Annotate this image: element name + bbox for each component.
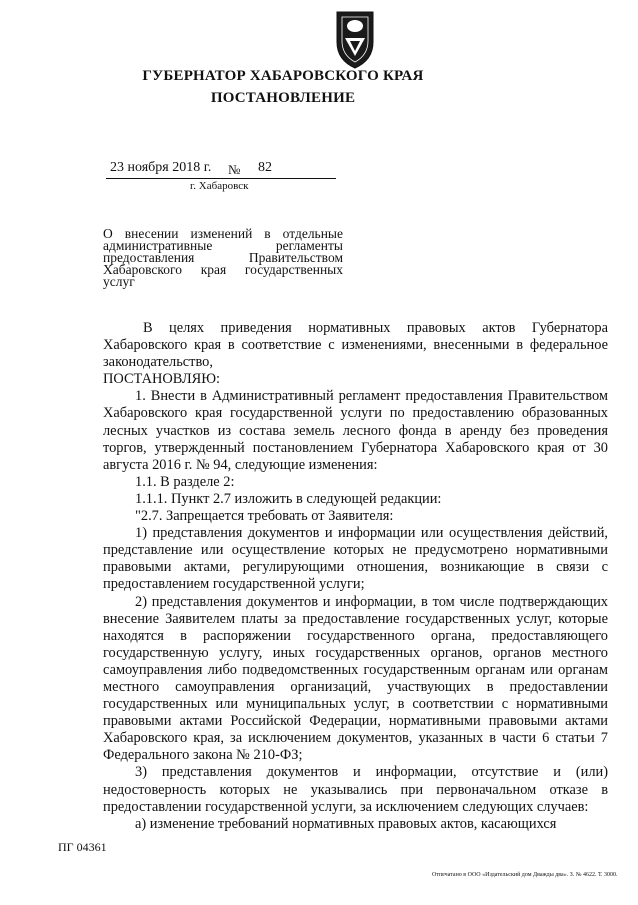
- print-imprint: Отпечатано в ООО «Издательский дом Дважды два». З. № 4622. Т. 3000.: [432, 872, 618, 878]
- resolve-heading: ПОСТАНОВЛЯЮ:: [103, 371, 221, 388]
- document-city: г. Хабаровск: [190, 180, 249, 192]
- preamble-paragraph: В целях приведения нормативных правовых актов Губернатора Хабаровского края в соответствие с изменениями, внесенными в федеральное законодательство,: [103, 320, 608, 371]
- body-paragraph: а) изменение требований нормативных правовых актов, касающихся: [135, 815, 557, 832]
- body-paragraph: 1. Внести в Административный регламент предоставления Правительством Хабаровского края государственной услуги по предоставлению образованных лесных участков из состава земель лесного фонда в аренду без проведения торгов, утвержденный постановлением Губернатора Хабаровского края от 30 августа 2016 г. № 94, следующие изменения:: [103, 388, 608, 473]
- form-code: ПГ 04361: [58, 840, 107, 854]
- issuer-heading: ГУБЕРНАТОР ХАБАРОВСКОГО КРАЯ: [142, 68, 424, 84]
- body-paragraph: 2) представления документов и информации, в том числе подтверждающих внесение Заявителем платы за предоставление государственных услуг, которые находятся в распоряжении государственного органа, предоставляющего государственную услугу, иных государственных органов, органов местного самоуправления либо подведомственных государственным органам или органам местного самоуправления организаций, участвующих в предоставлении государственных или муниципальных услуг, в соответствии с нормативными правовыми актами Российской Федерации, нормативными правовыми актами Хабаровского края, за исключением документов, указанных в части 6 статьи 7 Федерального закона № 210-ФЗ;: [103, 593, 608, 764]
- document-type-heading: ПОСТАНОВЛЕНИЕ: [210, 90, 356, 106]
- body-paragraph: 1.1. В разделе 2:: [135, 473, 235, 490]
- document-body: [103, 320, 608, 833]
- body-paragraph: 1) представления документов и информации или осуществления действий, представление или осуществление которых не предусмотрено нормативными правовыми актами, регулирующими отношения, возникающие в связи с предоставлением государственной услуги;: [103, 525, 608, 593]
- document-title: О внесении изменений в отдельные административные регламенты предоставления Правительством Хабаровского края государственных услуг: [103, 226, 343, 289]
- coat-of-arms-emblem: [331, 8, 379, 70]
- date-underline: [106, 178, 336, 179]
- body-paragraph: 3) представления документов и информации, отсутствие и (или) недостоверность которых не указывались при первоначальном отказе в предоставлении государственной услуги, за исключением следующих случаев:: [103, 764, 608, 815]
- body-paragraph: 1.1.1. Пункт 2.7 изложить в следующей редакции:: [135, 490, 442, 507]
- document-number: 82: [258, 160, 272, 175]
- body-paragraph: "2.7. Запрещается требовать от Заявителя:: [135, 508, 394, 525]
- document-date: 23 ноября 2018 г.: [110, 160, 212, 175]
- number-label: №: [228, 162, 241, 177]
